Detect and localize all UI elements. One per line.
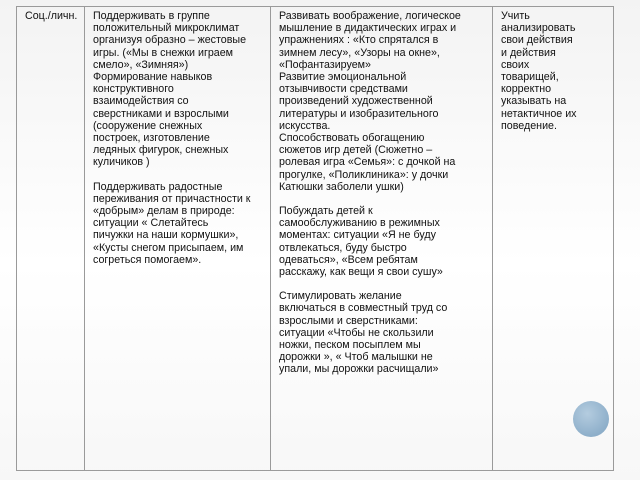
category-cell bbox=[17, 7, 85, 471]
paragraph-gap bbox=[279, 278, 488, 290]
plan-table bbox=[16, 6, 614, 471]
goals-3-paragraph-1: Учить анализировать свои действия и действия своих товарищей, корректно указывать на нетактичное их поведение. bbox=[501, 10, 577, 132]
goals-1-paragraph-1: Поддерживать в группе положительный микроклимат организуя образно – жестовые игры. («Мы в снежки играем смело», «Зимняя») Формирование навыков конструктивного взаимодействия со сверстниками и взрослыми (сооружение снежных построек, изготовление ледяных фигурок, снежных куличиков ) bbox=[93, 10, 247, 169]
paragraph-gap bbox=[279, 193, 488, 205]
decorative-circle-icon bbox=[573, 401, 609, 437]
goals-2-paragraph-2: Побуждать детей к самообслуживанию в режимных моментах: ситуации «Я не буду отвлекаться, буду быстро одеваться», «Всем ребятам расскажу, как вещи я свои сушу» bbox=[279, 205, 443, 279]
paragraph-gap bbox=[93, 169, 266, 181]
goals-cell-1 bbox=[85, 7, 271, 471]
goals-1-paragraph-2: Поддерживать радостные переживания от причастности к «добрым» делам в природе: ситуации « Слетайтесь пичужки на наши кормушки», «Кусты снегом присыпаем, им согреться помогаем». bbox=[93, 180, 251, 266]
category-label: Соц./личн. bbox=[25, 10, 78, 22]
goals-cell-2 bbox=[271, 7, 493, 471]
table-row bbox=[17, 7, 614, 471]
goals-2-paragraph-3: Стимулировать желание включаться в совместный труд со взрослыми и сверстниками: ситуации «Чтобы не скользили ножки, песком посыплем мы дорожки », « Чтоб малышки не упали, мы дорожки расчищали» bbox=[279, 290, 448, 376]
goals-2-paragraph-1: Развивать воображение, логическое мышление в дидактических играх и упражнениях : «Кто спрятался в зимнем лесу», «Узоры на окне», «Пофантазируем» Развитие эмоциональной отзывчивости средствами произведений художественной литературы и изобразительного искусства. Способствовать обогащению сюжетов игр детей (Сюжетно – ролевая игра «Семья»: с дочкой на прогулке, «Поликлиника»: у дочки Катюшки заболели ушки) bbox=[279, 10, 461, 193]
